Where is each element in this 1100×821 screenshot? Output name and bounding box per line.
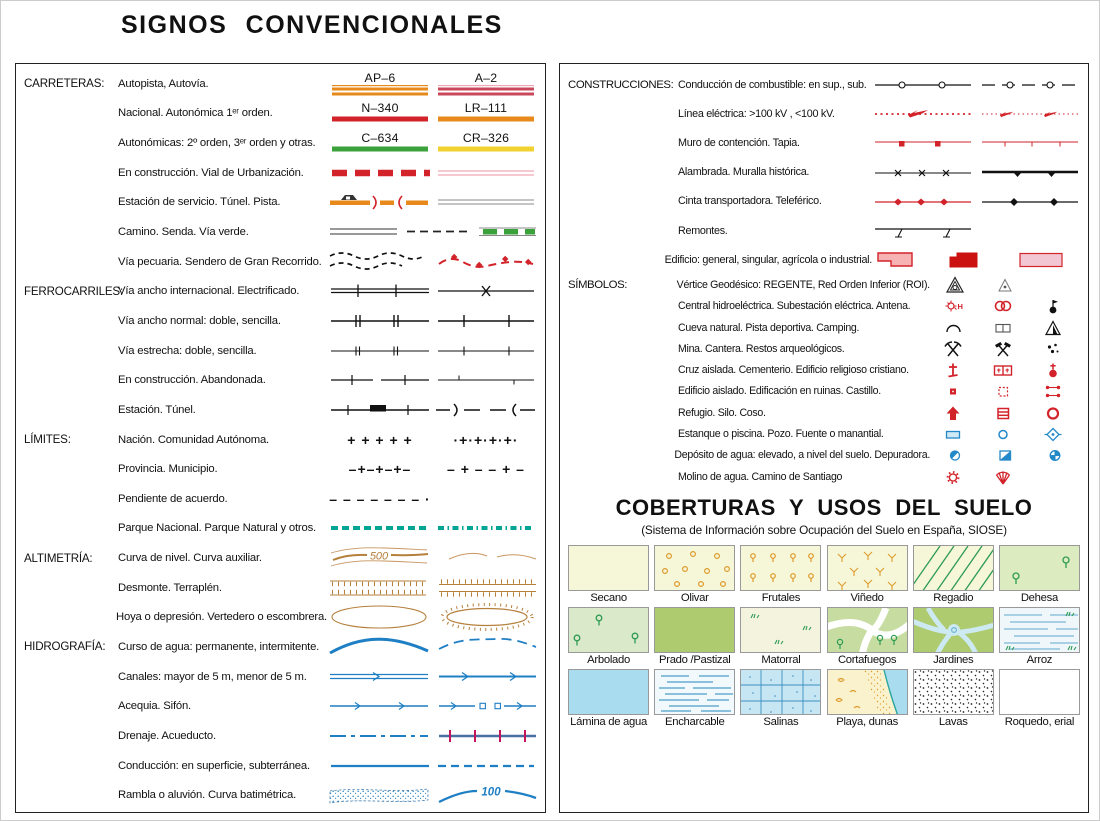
- landcover-vinedo: Viñedo: [826, 545, 907, 604]
- deposito-suelo-icon: [995, 445, 1015, 465]
- curso-agua-symbol: [327, 632, 539, 662]
- central-hidroelectrica-icon: [943, 296, 963, 316]
- row-label: Nación. Comunidad Autónoma.: [118, 433, 269, 446]
- legend-row-curso-agua: [24, 632, 539, 662]
- camino-senda-viaverde-symbol: [327, 217, 539, 247]
- nacional-symbol: [330, 114, 430, 124]
- row-label: Pendiente de acuerdo.: [118, 492, 228, 505]
- legend-row-vertice: [568, 274, 1080, 295]
- parque-natural-symbol: [434, 513, 538, 543]
- row-label: Línea eléctrica: >100 kV , <100 kV.: [678, 107, 835, 120]
- alambrada-muralla-symbol: [872, 158, 1080, 187]
- legend-row-via-normal: [24, 306, 539, 336]
- section-label-altimetria: ALTIMETRÍA:: [24, 551, 93, 565]
- legend-row-edificio: [568, 245, 1080, 274]
- parque-nacional-symbol: [328, 513, 432, 543]
- legend-row-conduccion: [24, 751, 539, 781]
- prado-swatch: [654, 607, 735, 653]
- row-label: En construcción. Abandonada.: [118, 374, 266, 387]
- frutales-swatch: [740, 545, 821, 591]
- conduccion-subterranea-symbol: [434, 751, 538, 781]
- autonomica3-symbol: [436, 144, 536, 154]
- landcover-cortafuegos: Cortafuegos: [826, 607, 907, 666]
- landcover-arroz: Arroz: [999, 607, 1080, 666]
- cueva-icon: [943, 318, 963, 338]
- limit-pendiente-symbol: – – – – – – – ·: [329, 490, 431, 507]
- mina-icon: [943, 339, 963, 359]
- depuradora-icon: [1045, 445, 1065, 465]
- landcover-frutales: Frutales: [740, 545, 821, 604]
- legend-row-desmonte: [24, 573, 539, 603]
- edificio-aislado-icon: [943, 381, 963, 401]
- row-label: Autopista, Autovía.: [118, 77, 209, 90]
- row-label: Depósito de agua: elevado, a nivel del suelo. Depuradora.: [674, 449, 930, 462]
- legend-row-refugio: [568, 402, 1080, 423]
- legend-row-deposito: [568, 445, 1080, 466]
- legend-row-via-pecuaria: [24, 247, 539, 277]
- row-label: Refugio. Silo. Coso.: [678, 406, 766, 419]
- encharcable-swatch: [654, 669, 735, 715]
- landcover-salinas: Salinas: [740, 669, 821, 728]
- silo-icon: [993, 403, 1013, 423]
- section-label-hidrografia: HIDROGRAFÍA:: [24, 640, 106, 654]
- estacion-symbol: [328, 395, 432, 425]
- cementerio-icon: [993, 360, 1013, 380]
- camping-icon: [1043, 318, 1063, 338]
- estanque-icon: [943, 424, 963, 444]
- legend-row-mina: [568, 338, 1080, 359]
- row-label: Vía ancho internacional. Electrificado.: [118, 285, 300, 298]
- fuente-icon: [1043, 424, 1063, 444]
- road-number: A–2: [474, 70, 498, 85]
- row-label: Cruz aislada. Cementerio. Edificio religioso cristiano.: [678, 364, 909, 377]
- section-label-ferrocarriles: FERROCARRILES:: [24, 284, 123, 298]
- rambla-batimetrica-symbol: [327, 780, 539, 810]
- legend-row-remontes: [568, 216, 1080, 245]
- autonomica1-symbol: [436, 114, 536, 124]
- row-label: Vía estrecha: doble, sencilla.: [118, 344, 257, 357]
- dehesa-swatch: [999, 545, 1080, 591]
- row-label: Hoya o depresión. Vertedero o escombrera.: [116, 611, 327, 624]
- autonomica2-symbol: [330, 144, 430, 154]
- tunel-symbol: [434, 395, 538, 425]
- combustible-symbol: [872, 70, 1080, 99]
- cinta-teleferico-symbol: [872, 187, 1080, 216]
- via-estrecha-sencilla-symbol: [434, 336, 538, 366]
- legend-row-camino: [24, 217, 539, 247]
- legend-row-cruz: [568, 360, 1080, 381]
- cantera-icon: [993, 339, 1013, 359]
- ruinas-icon: [993, 381, 1013, 401]
- legend-row-cinta: [568, 187, 1080, 216]
- olivar-swatch: [654, 545, 735, 591]
- legend-row-provincia: [24, 454, 539, 484]
- row-label: Canales: mayor de 5 m, menor de 5 m.: [118, 670, 307, 683]
- subestacion-icon: [993, 296, 1013, 316]
- legend-row-hoya: [24, 603, 539, 633]
- via-normal-sencilla-symbol: [434, 306, 538, 336]
- hoya-vertedero-symbol: [327, 602, 539, 632]
- landcover-arbolado: Arbolado: [568, 607, 649, 666]
- legend-row-edificio-aislado: [568, 381, 1080, 402]
- row-label: Alambrada. Muralla histórica.: [678, 166, 810, 179]
- row-label: Remontes.: [678, 224, 728, 237]
- vial-urbanizacion-symbol: [434, 158, 538, 188]
- section-label-limites: LÍMITES:: [24, 433, 71, 446]
- drenaje-acueducto-symbol: [327, 721, 539, 751]
- limit-municipio-symbol: – + – – + –: [447, 461, 525, 478]
- bathymetric-value-label: 100: [481, 786, 501, 799]
- row-label: Acequia. Sifón.: [118, 700, 191, 713]
- pista-deportiva-icon: [993, 318, 1013, 338]
- page-title: SIGNOS CONVENCIONALES: [121, 11, 503, 39]
- legend-row-via-estrecha: [24, 336, 539, 366]
- canales-symbol: [327, 662, 539, 692]
- row-label: Vía pecuaria. Sendero de Gran Recorrido.: [118, 255, 322, 268]
- coberturas-title: COBERTURAS Y USOS DEL SUELO: [615, 495, 1033, 521]
- row-label: En construcción. Vial de Urbanización.: [118, 166, 304, 179]
- road-number: C–634: [361, 131, 399, 146]
- legend-row-estacion-servicio: [24, 188, 539, 218]
- legend-row-combustible: [568, 70, 1080, 99]
- edificio-symbols: [872, 245, 1080, 274]
- section-label-simbolos: SÍMBOLOS:: [568, 278, 628, 291]
- legend-row-canales: [24, 662, 539, 692]
- row-label: Vía ancho normal: doble, sencilla.: [118, 314, 281, 327]
- conduccion-superficie-symbol: [328, 751, 432, 781]
- matorral-swatch: [740, 607, 821, 653]
- row-label: Rambla o aluvión. Curva batimétrica.: [118, 789, 297, 802]
- linea-electrica-symbol: [872, 99, 1080, 128]
- regadio-swatch: [913, 545, 994, 591]
- row-label: Autonómicas: 2º orden, 3ᵉʳ orden y otras.: [118, 137, 316, 150]
- cortafuegos-swatch: [827, 607, 908, 653]
- road-number: LR–111: [464, 101, 508, 116]
- roquedo-swatch: [999, 669, 1080, 715]
- legend-row-autopista: [24, 69, 539, 99]
- via-pecuaria-gr-symbol: [327, 247, 539, 277]
- arbolado-swatch: [568, 607, 649, 653]
- landcover-regadio: Regadio: [913, 545, 994, 604]
- limit-provincia-symbol: –+–+–+–: [348, 461, 412, 478]
- row-label: Cueva natural. Pista deportiva. Camping.: [678, 321, 860, 334]
- row-label: Curva de nivel. Curva auxiliar.: [118, 552, 262, 565]
- legend-row-muro: [568, 128, 1080, 157]
- legend-row-curvas: [24, 543, 539, 573]
- arroz-swatch: [999, 607, 1080, 653]
- remontes-symbol: [872, 216, 1080, 245]
- row-label: Provincia. Municipio.: [118, 463, 218, 476]
- right-legend-panel: [559, 63, 1089, 813]
- via-normal-doble-symbol: [328, 306, 432, 336]
- legend-row-estacion-tunel: [24, 395, 539, 425]
- row-label: Desmonte. Terraplén.: [118, 581, 222, 594]
- row-label: Vértice Geodésico: REGENTE, Red Orden Inferior (ROI).: [676, 278, 930, 291]
- coberturas-subtitle: (Sistema de Información sobre Ocupación del Suelo en España, SIOSE): [641, 523, 1007, 538]
- row-label: Conducción de combustible: en sup., sub.: [678, 78, 867, 91]
- legend-row-ffcc-construccion: [24, 365, 539, 395]
- contour-value-label: 500: [369, 550, 389, 563]
- landcover-olivar: Olivar: [654, 545, 735, 604]
- legend-row-cueva: [568, 317, 1080, 338]
- pozo-icon: [993, 424, 1013, 444]
- lavas-swatch: [913, 669, 994, 715]
- vertice-roi-icon: [995, 275, 1015, 295]
- legend-row-alambrada: [568, 158, 1080, 187]
- land-cover-grid: [568, 545, 1080, 728]
- deposito-elevado-icon: [945, 445, 965, 465]
- legend-row-en-construccion: [24, 158, 539, 188]
- row-label: Nacional. Autonómica 1ᵉʳ orden.: [118, 107, 273, 120]
- row-label: Molino de agua. Camino de Santiago: [678, 470, 843, 483]
- autovia-symbol: [436, 84, 536, 96]
- legend-row-autonomicas: [24, 128, 539, 158]
- legend-row-via-internacional: [24, 276, 539, 306]
- salinas-swatch: [740, 669, 821, 715]
- legend-row-rambla: [24, 780, 539, 810]
- road-number: N–340: [361, 101, 399, 116]
- road-number: CR–326: [462, 131, 510, 146]
- electrificado-symbol: [434, 276, 538, 306]
- legend-row-nacional: [24, 99, 539, 129]
- curva-nivel-symbol: [327, 543, 539, 573]
- section-label-carreteras: CARRETERAS:: [24, 77, 105, 91]
- row-label: Camino. Senda. Vía verde.: [118, 226, 249, 239]
- row-label: Edificio aislado. Edificación en ruinas. Castillo.: [678, 385, 881, 398]
- legend-row-central: [568, 296, 1080, 317]
- autopista-symbol: [330, 84, 430, 96]
- road-number: AP–6: [364, 70, 396, 85]
- construccion-symbol: [328, 158, 432, 188]
- legend-row-nacion: [24, 425, 539, 455]
- landcover-prado: Prado /Pastizal: [654, 607, 735, 666]
- secano-swatch: [568, 545, 649, 591]
- svg-text:H: H: [957, 302, 963, 312]
- muro-tapia-symbol: [872, 128, 1080, 157]
- row-label: Drenaje. Acueducto.: [118, 729, 216, 742]
- ffcc-construccion-symbol: [328, 365, 432, 395]
- antena-icon: [1043, 296, 1063, 316]
- legend-row-linea-electrica: [568, 99, 1080, 128]
- cruz-aislada-icon: [943, 360, 963, 380]
- legend-row-drenaje: [24, 721, 539, 751]
- row-label: Curso de agua: permanente, intermitente.: [118, 640, 320, 653]
- camino-santiago-icon: [993, 467, 1013, 487]
- landcover-matorral: Matorral: [740, 607, 821, 666]
- acequia-sifon-symbol: [327, 691, 539, 721]
- landcover-jardines: Jardines: [913, 607, 994, 666]
- row-label: Parque Nacional. Parque Natural y otros.: [118, 522, 316, 535]
- via-internacional-symbol: [328, 276, 432, 306]
- landcover-encharcable: Encharcable: [654, 669, 735, 728]
- restos-arqueologicos-icon: [1043, 339, 1063, 359]
- row-label: Estación de servicio. Túnel. Pista.: [118, 196, 281, 209]
- estacion-servicio-tunel-symbol: [328, 187, 432, 217]
- row-label: Estación. Túnel.: [118, 403, 196, 416]
- legend-row-estanque: [568, 423, 1080, 444]
- row-label: Estanque o piscina. Pozo. Fuente o manantial.: [678, 428, 884, 441]
- landcover-lavas: Lavas: [913, 669, 994, 728]
- section-label-construcciones: CONSTRUCCIONES:: [568, 78, 674, 91]
- vinedo-swatch: [827, 545, 908, 591]
- edificio-religioso-icon: [1043, 360, 1063, 380]
- pista-symbol: [434, 187, 538, 217]
- vertice-regente-icon: [945, 275, 965, 295]
- castillo-icon: [1043, 381, 1063, 401]
- landcover-playa: Playa, dunas: [826, 669, 907, 728]
- jardines-swatch: [913, 607, 994, 653]
- desmonte-terraplen-symbol: [327, 573, 539, 603]
- row-label: Muro de contención. Tapia.: [678, 136, 800, 149]
- landcover-roquedo: Roquedo, erial: [999, 669, 1080, 728]
- landcover-secano: Secano: [568, 545, 649, 604]
- legend-row-parques: [24, 514, 539, 544]
- legend-row-acequia: [24, 691, 539, 721]
- left-legend-panel: [15, 63, 546, 813]
- row-label: Mina. Cantera. Restos arqueológicos.: [678, 342, 845, 355]
- row-label: Conducción: en superficie, subterránea.: [118, 759, 310, 772]
- coso-icon: [1043, 403, 1063, 423]
- legend-row-molino: [568, 466, 1080, 487]
- playa-dunas-swatch: [827, 669, 908, 715]
- ffcc-abandonada-symbol: [434, 365, 538, 395]
- molino-agua-icon: [943, 467, 963, 487]
- row-label: Cinta transportadora. Teleférico.: [678, 195, 822, 208]
- refugio-icon: [943, 403, 963, 423]
- limit-nacion-symbol: + + + + +: [347, 431, 413, 448]
- via-estrecha-doble-symbol: [328, 336, 432, 366]
- row-label: Edificio: general, singular, agrícola o industrial.: [664, 253, 872, 266]
- landcover-dehesa: Dehesa: [999, 545, 1080, 604]
- landcover-lamina-agua: Lámina de agua: [568, 669, 649, 728]
- legend-row-pendiente: [24, 484, 539, 514]
- row-label: Central hidroeléctrica. Subestación eléctrica. Antena.: [678, 300, 911, 313]
- limit-ccaa-symbol: ·+·+·+·+·: [453, 431, 519, 448]
- lamina-agua-swatch: [568, 669, 649, 715]
